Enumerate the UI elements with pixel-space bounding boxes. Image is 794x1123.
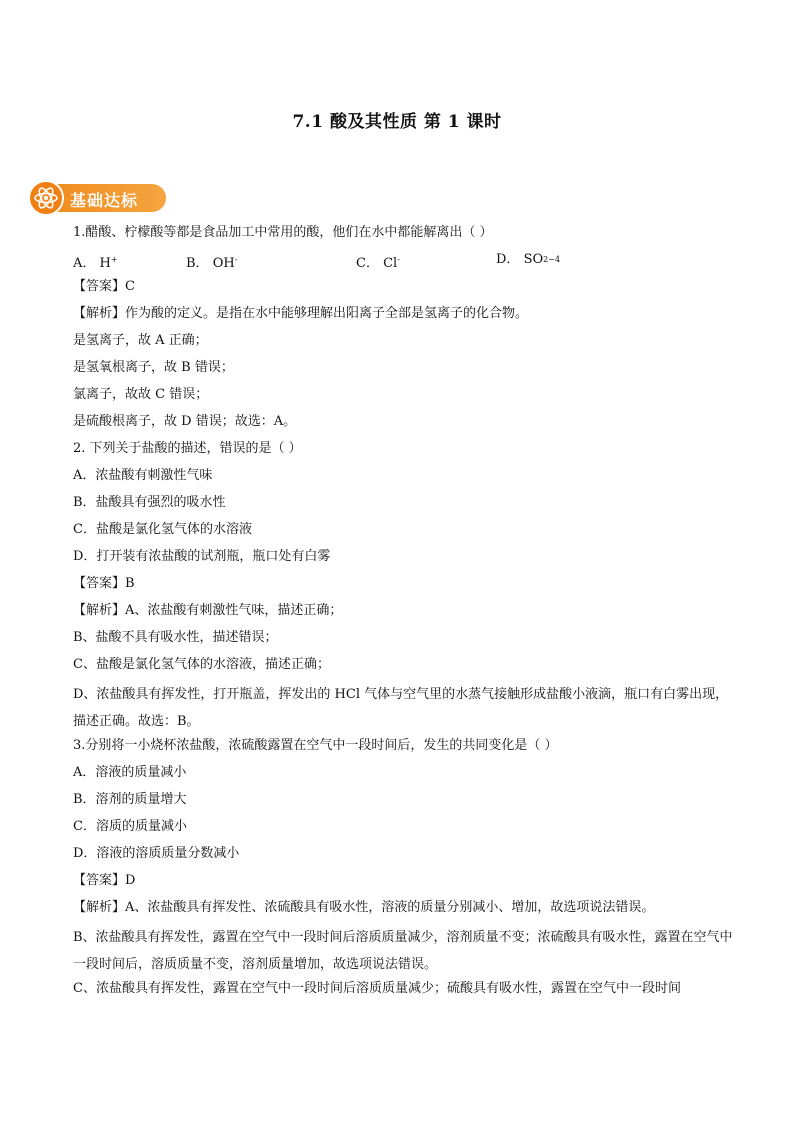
- q1-analysis-line: 氯离子，故故 C 错误；: [73, 387, 209, 402]
- q2-answer: 【答案】B: [73, 576, 135, 591]
- q1-analysis: 【解析】作为酸的定义。是指在水中能够理解出阳离子全部是氢离子的化合物。: [73, 306, 529, 321]
- q2-analysis-line: C、盐酸是氯化氢气体的水溶液，描述正确；: [73, 657, 330, 672]
- badge-label: 基础达标: [70, 191, 139, 210]
- q2-analysis-line: B、盐酸不具有吸水性，描述错误；: [73, 630, 278, 645]
- q3-option: D．溶液的溶质质量分数减小: [73, 846, 240, 861]
- q2-option: D．打开装有浓盐酸的试剂瓶，瓶口处有白雾: [73, 549, 331, 564]
- q2-analysis-line: 【解析】A、浓盐酸有刺激性气味，描述正确；: [73, 603, 343, 618]
- q3-analysis-a: 【解析】A、浓盐酸具有挥发性、浓硫酸具有吸水性，溶液的质量分别减小、增加，故选项说法错误。: [73, 900, 655, 915]
- q3-analysis-b: B、浓盐酸具有挥发性，露置在空气中一段时间后溶质质量减少，溶剂质量不变；浓硫酸具有吸水性，露置在空气中一段时间后，溶质质量不变，溶剂质量增加，故选项说法错误。: [73, 930, 733, 972]
- q2-option: A．浓盐酸有刺激性气味: [73, 468, 213, 483]
- page-title: 7.1 酸及其性质 第 1 课时: [292, 112, 502, 132]
- question-content: [73, 222, 733, 1005]
- q1-options: [73, 249, 733, 276]
- q3-option: A．溶液的质量减小: [73, 765, 187, 780]
- q2-option: B．盐酸具有强烈的吸水性: [73, 495, 226, 510]
- q3-option: B．溶剂的质量增大: [73, 792, 187, 807]
- q1-option-b: B． OH-: [186, 255, 238, 272]
- q1-analysis-line: 是氢氧根离子，故 B 错误；: [73, 360, 234, 375]
- q1-stem: 1.醋酸、柠檬酸等都是食品加工中常用的酸，他们在水中都能解离出（ ）: [73, 225, 493, 240]
- q1-option-c: C． Cl-: [356, 255, 400, 272]
- q2-stem: 2. 下列关于盐酸的描述，错误的是（ ）: [73, 441, 302, 456]
- q2-analysis-d: D、浓盐酸具有挥发性，打开瓶盖，挥发出的 HCl 气体与空气里的水蒸气接触形成盐酸小液滴，瓶口有白雾出现，描述正确。故选：B。: [73, 687, 729, 729]
- atom-icon: [28, 180, 64, 216]
- q3-stem: 3.分别将一小烧杯浓盐酸，浓硫酸露置在空气中一段时间后，发生的共同变化是（ ）: [73, 738, 558, 753]
- q2-option: C．盐酸是氯化氢气体的水溶液: [73, 522, 252, 537]
- q1-analysis-line: 是氢离子，故 A 正确；: [73, 333, 208, 348]
- section-badge: [28, 180, 168, 216]
- q3-answer: 【答案】D: [73, 873, 136, 888]
- q1-analysis-line: 是硫酸根离子，故 D 错误；故选：A。: [73, 414, 297, 429]
- q1-answer: 【答案】C: [73, 279, 135, 294]
- q3-option: C．溶质的质量减小: [73, 819, 187, 834]
- q1-option-a: A． H+: [73, 255, 118, 272]
- q1-option-d: D． SO2−4: [496, 252, 561, 267]
- q3-analysis-c: C、浓盐酸具有挥发性，露置在空气中一段时间后溶质质量减少；硫酸具有吸水性，露置在空气中一段时间: [73, 981, 681, 996]
